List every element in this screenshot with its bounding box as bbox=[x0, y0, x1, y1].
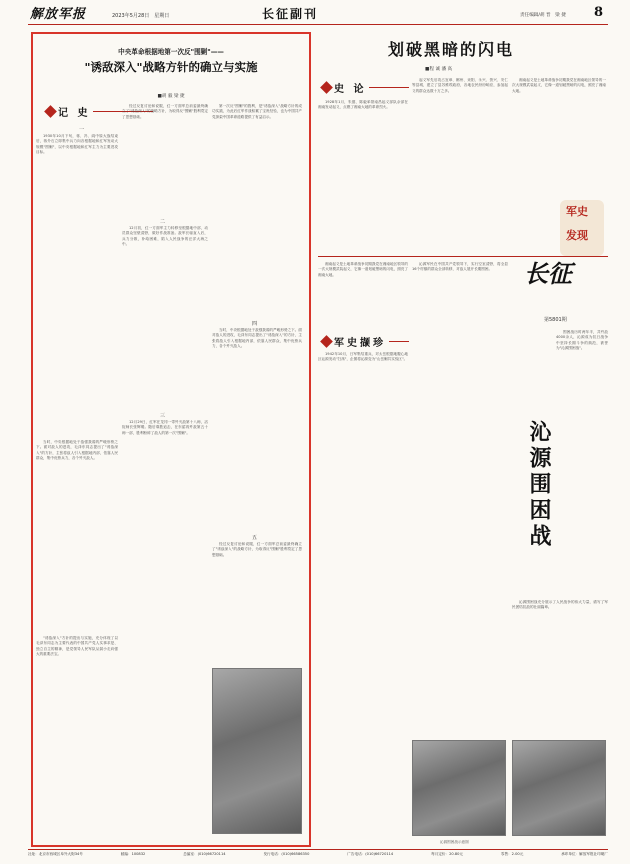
article2-paragraph: 1928年1月，朱德、陈毅率领南昌起义部队余部在湘南发动起义，点燃了湘南大地的革命烈火。 bbox=[318, 100, 408, 110]
footer-rule bbox=[28, 849, 608, 850]
section-divider bbox=[318, 256, 608, 257]
issue-number: 第5801期 bbox=[544, 317, 567, 323]
section-rule bbox=[389, 341, 409, 342]
article-paragraph: 经过反复讨论和说服，红一方面军总前委最终确立了"诱敌深入"的战略方针，为取得反"围剿"胜利奠定了思想基础。 bbox=[122, 104, 208, 119]
article-paragraph: 第一次反"围剿"的胜利，是"诱敌深入"战略方针的成功实践，为此后红军作战积累了宝贵经验，也为中国共产党探索中国革命道路提供了有益启示。 bbox=[212, 104, 302, 119]
subsection-number: 三 bbox=[160, 413, 166, 419]
footer-item: 邮编：100832 bbox=[120, 852, 146, 856]
diamond-icon bbox=[44, 105, 57, 118]
column-badge bbox=[560, 200, 604, 256]
footer-item: 每月定价：20.80元 bbox=[431, 852, 463, 856]
page-number: 8 bbox=[594, 5, 604, 20]
subsection-number: 四 bbox=[252, 321, 258, 327]
section-header-junshi: 军史撷珍 bbox=[322, 334, 409, 349]
footer-item: 承印单位：解放军报社印刷厂 bbox=[561, 852, 608, 856]
masthead-rule bbox=[28, 24, 608, 25]
article3-paragraph: 1942年10月，日军集结重兵，对太岳根据地腹心地区沁源发动"扫荡"，企图将沁源变为"山岳剿共实验区"。 bbox=[318, 352, 408, 362]
section-header-jishi: 记 史 bbox=[46, 104, 153, 119]
article3-paragraph: 沁源军民在中国共产党领导下，实行空室清野，将全县16个村镇的群众全部转移，对敌人展开长期围困。 bbox=[412, 262, 508, 272]
subsection-number: 二 bbox=[160, 219, 166, 225]
footer-item: 零售：2.00元 bbox=[500, 852, 524, 856]
column-title: 长征 bbox=[524, 259, 572, 288]
editor-line: 责任编辑/胡 晋 梁 捷 bbox=[520, 13, 566, 18]
article3-paragraph: 沁源围困战充分展示了人民战争的伟大力量，谱写了军民团结抗敌的壮丽篇章。 bbox=[512, 600, 608, 610]
section-title: 长征副刊 bbox=[262, 7, 319, 21]
badge-top: 军史 bbox=[566, 205, 588, 218]
article-paragraph: 12月29日，红军在龙冈一带歼灭敌第十八师，活捉师长张辉瓒。随后乘胜追击，在东韶再歼敌第五十师一部，胜利粉碎了敌人的第一次"围剿"。 bbox=[122, 420, 208, 435]
article3-photo-right bbox=[512, 740, 606, 836]
article2-headline: 划破黑暗的闪电 bbox=[388, 40, 515, 59]
footer bbox=[28, 852, 608, 857]
article-paragraph: "诱敌深入"方针的提出与实施，充分体现了以毛泽东同志为主要代表的中国共产党人实事求是、独立自主的精神，是党领导人民军队从弱小走向强大的重要法宝。 bbox=[36, 636, 118, 657]
article-paragraph: 当时，中央根据地处于敌强我弱的严峻形势之下。面对敌人的进攻，毛泽东同志提出了"诱敌深入"的方针，主张将敌人引入根据地内部，依靠人民群众，集中优势兵力，各个歼灭敌人。 bbox=[36, 440, 118, 461]
footer-item: 广告电话：(010)66720114 bbox=[347, 852, 394, 856]
article3-headline: 沁源围困战 bbox=[526, 420, 552, 550]
footer-item: 总编室：(010)66720114 bbox=[183, 852, 226, 856]
article-byline: ■胡 毅 梁 捷 bbox=[157, 94, 185, 99]
diamond-icon bbox=[320, 81, 333, 94]
paper-logo: 解放军报 bbox=[30, 7, 87, 22]
footer-item: 发行电话：(010)66586350 bbox=[263, 852, 310, 856]
badge-bottom: 发现 bbox=[566, 229, 588, 242]
article3-paragraph: 围困战历时两年半，共歼敌4000余人，沁源成为抗日战争中坚持长期斗争的典范，被誉为"沁源围困战"。 bbox=[556, 330, 608, 351]
subsection-number: 五 bbox=[252, 535, 258, 541]
photo-caption: 沁源围困战示意图 bbox=[440, 840, 469, 844]
date-line: 2023年5月28日 星期日 bbox=[112, 13, 170, 19]
subsection-number: 一 bbox=[79, 127, 85, 133]
section-rule bbox=[369, 87, 409, 88]
article-paragraph: 经过反复讨论和说服，红一方面军总前委最终确立了"诱敌深入"的战略方针，为取得反"围剿"胜利奠定了思想基础。 bbox=[212, 542, 302, 557]
footer-item: 社址：北京市西城区阜外大街34号 bbox=[28, 852, 83, 856]
section-header-shilun: 史 论 bbox=[322, 80, 409, 95]
historical-photo bbox=[212, 668, 302, 834]
article2-paragraph: 湘南起义是土地革命战争初期我党在湘南地区领导的一次大规模武装起义，它像一道划破黑暗的闪电，照亮了湘南大地。 bbox=[318, 262, 408, 277]
article2-paragraph: 起义军先后攻占宜章、郴州、耒阳、永兴、资兴、安仁等县城，建立了县苏维埃政府，各地农民纷纷响应，参加起义的群众达数十万之多。 bbox=[412, 78, 508, 93]
diamond-icon bbox=[320, 335, 333, 348]
article-headline: "诱敌深入"战略方针的确立与实施 bbox=[84, 60, 258, 74]
article-kicker: 中央革命根据地第一次反"围剿"—— bbox=[118, 48, 224, 56]
article-paragraph: 12月初，红一方面军主力转移至根据地中部，动员群众坚壁清野，做好作战准备。敌军长驱直入后，兵力分散，补给困难，陷入人民战争的汪洋大海之中。 bbox=[122, 226, 208, 247]
article-paragraph: 1930年10月下旬，蒋、冯、阎中原大战结束后，蒋介石立即集中兵力向各根据地和红军发动大规模"围剿"，以中央根据地和红军主力为主要进攻目标。 bbox=[36, 134, 118, 155]
article2-paragraph: 湘南起义是土地革命战争初期我党在湘南地区领导的一次大规模武装起义，它像一道划破黑暗的闪电，照亮了湘南大地。 bbox=[512, 78, 606, 93]
article3-photo-left bbox=[412, 740, 506, 836]
article-paragraph: 当时，中央根据地处于敌强我弱的严峻形势之下。面对敌人的进攻，毛泽东同志提出了"诱敌深入"的方针，主张将敌人引入根据地内部，依靠人民群众，集中优势兵力，各个歼灭敌人。 bbox=[212, 328, 302, 349]
article2-byline: ■程 诚 潘 高 bbox=[425, 67, 453, 72]
